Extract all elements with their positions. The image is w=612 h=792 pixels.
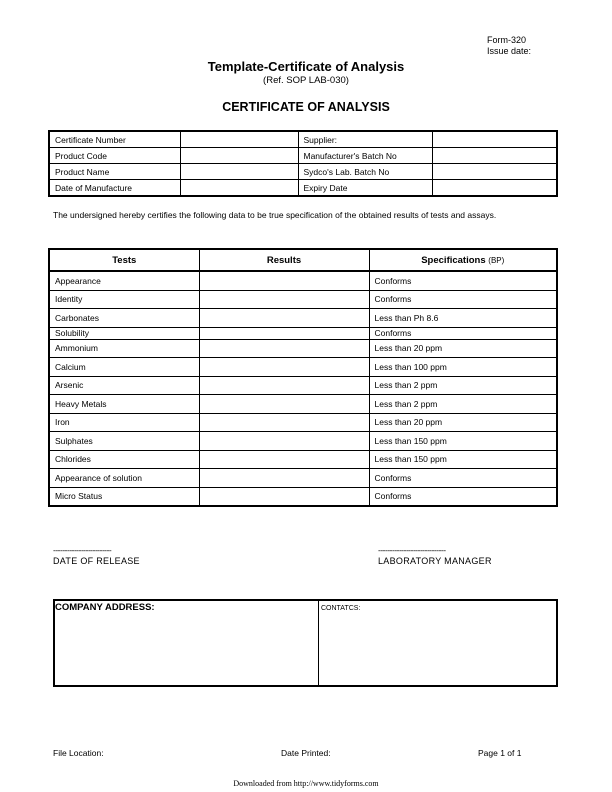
info-label: Product Code (49, 148, 180, 164)
test-result-field[interactable] (199, 450, 369, 469)
test-specification: Conforms (369, 290, 557, 309)
info-value-field[interactable] (180, 148, 298, 164)
test-row (49, 376, 557, 395)
test-result-field[interactable] (199, 309, 369, 328)
test-row (49, 469, 557, 488)
test-row (49, 487, 557, 506)
info-row (49, 148, 557, 164)
test-specification: Less than 20 ppm (369, 413, 557, 432)
test-name: Solubility (49, 327, 199, 339)
test-row (49, 309, 557, 328)
info-table (48, 130, 558, 197)
info-value-field[interactable] (180, 164, 298, 180)
test-specification: Conforms (369, 469, 557, 488)
test-row (49, 358, 557, 377)
info-label: Product Name (49, 164, 180, 180)
info-value-field[interactable] (432, 131, 557, 148)
test-name: Sulphates (49, 432, 199, 451)
info-row (49, 131, 557, 148)
info-label: Expiry Date (298, 180, 432, 197)
test-name: Appearance of solution (49, 469, 199, 488)
test-name: Micro Status (49, 487, 199, 506)
info-value-field[interactable] (432, 180, 557, 197)
test-name: Iron (49, 413, 199, 432)
test-specification: Conforms (369, 271, 557, 290)
info-row (49, 164, 557, 180)
company-address-label: COMPANY ADDRESS: (55, 602, 155, 613)
test-name: Ammonium (49, 339, 199, 358)
test-specification: Less than 2 ppm (369, 395, 557, 414)
test-name: Heavy Metals (49, 395, 199, 414)
test-name: Arsenic (49, 376, 199, 395)
test-name: Carbonates (49, 309, 199, 328)
tests-header: Tests (49, 249, 199, 271)
test-row (49, 450, 557, 469)
info-label: Certificate Number (49, 131, 180, 148)
date-of-release-label: DATE OF RELEASE (53, 556, 140, 566)
company-address-field[interactable] (55, 601, 319, 685)
test-row (49, 271, 557, 290)
test-specification: Less than 20 ppm (369, 339, 557, 358)
specifications-header-label: Specifications (421, 254, 486, 266)
test-row (49, 290, 557, 309)
test-result-field[interactable] (199, 376, 369, 395)
form-number: Form-320 (487, 35, 527, 45)
test-name: Calcium (49, 358, 199, 377)
test-row (49, 327, 557, 339)
test-result-field[interactable] (199, 358, 369, 377)
test-result-field[interactable] (199, 339, 369, 358)
address-box (53, 599, 558, 687)
info-label: Date of Manufacture (49, 180, 180, 197)
test-row (49, 432, 557, 451)
test-result-field[interactable] (199, 271, 369, 290)
issue-date-label: Issue date: (487, 46, 532, 56)
test-row (49, 339, 557, 358)
info-row (49, 180, 557, 197)
test-result-field[interactable] (199, 469, 369, 488)
test-specification: Less than 150 ppm (369, 432, 557, 451)
manager-signature-line: ----------------------------- (378, 545, 446, 555)
test-specification: Less than 2 ppm (369, 376, 557, 395)
tests-header-row (49, 249, 557, 271)
info-label: Sydco's Lab. Batch No (298, 164, 432, 180)
specifications-header (369, 249, 557, 271)
test-name: Appearance (49, 271, 199, 290)
download-source-link[interactable]: Downloaded from http://www.tidyforms.com (233, 779, 379, 788)
test-row (49, 413, 557, 432)
test-result-field[interactable] (199, 290, 369, 309)
info-label: Manufacturer's Batch No (298, 148, 432, 164)
document-title: Template-Certificate of Analysis (207, 59, 405, 74)
info-value-field[interactable] (180, 180, 298, 197)
laboratory-manager-label: LABORATORY MANAGER (378, 556, 492, 566)
info-value-field[interactable] (432, 164, 557, 180)
file-location-label: File Location: (53, 748, 104, 758)
test-specification: Less than 150 ppm (369, 450, 557, 469)
test-specification: Less than 100 ppm (369, 358, 557, 377)
form-number-block (487, 35, 531, 57)
test-specification: Conforms (369, 487, 557, 506)
date-printed-label: Date Printed: (281, 748, 331, 758)
test-name: Chlorides (49, 450, 199, 469)
page-number: Page 1 of 1 (478, 748, 522, 758)
test-row (49, 395, 557, 414)
test-result-field[interactable] (199, 487, 369, 506)
results-header: Results (199, 249, 369, 271)
test-result-field[interactable] (199, 327, 369, 339)
test-specification: Conforms (369, 327, 557, 339)
release-signature-line: ------------------------- (53, 545, 112, 555)
document-subtitle: (Ref. SOP LAB-030) (263, 75, 349, 86)
specifications-header-note: (BP) (488, 255, 505, 265)
test-specification: Less than Ph 8.6 (369, 309, 557, 328)
certification-statement: The undersigned hereby certifies the following data to be true specification of the obtained results of tests and assays. (53, 210, 497, 220)
test-name: Identity (49, 290, 199, 309)
info-label: Supplier: (298, 131, 432, 148)
test-result-field[interactable] (199, 413, 369, 432)
certificate-heading: CERTIFICATE OF ANALYSIS (222, 100, 390, 114)
info-value-field[interactable] (432, 148, 557, 164)
test-result-field[interactable] (199, 432, 369, 451)
info-value-field[interactable] (180, 131, 298, 148)
contacts-label: CONTATCS: (321, 605, 361, 612)
test-result-field[interactable] (199, 395, 369, 414)
tests-table (48, 248, 558, 507)
